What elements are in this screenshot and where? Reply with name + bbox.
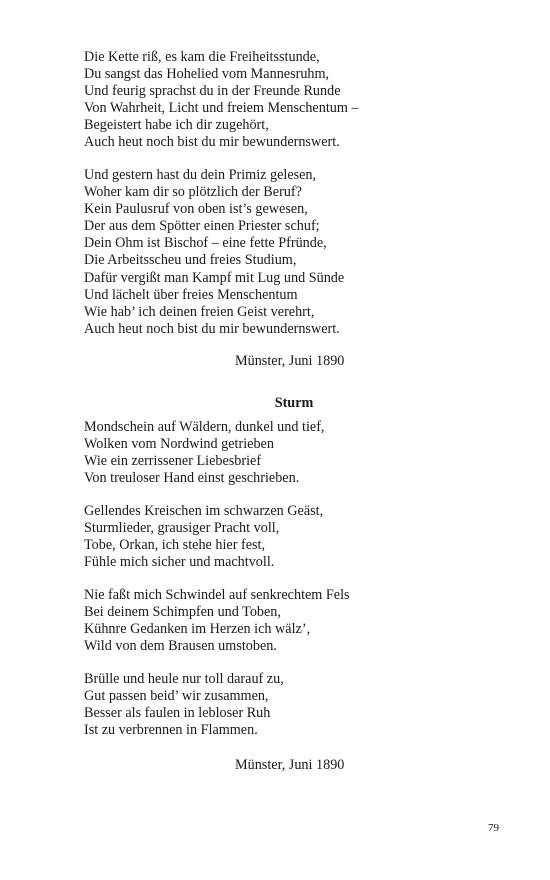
verse-line: Von Wahrheit, Licht und freiem Menschentum – [84,100,359,117]
verse-line: Und feurig sprachst du in der Freunde Runde [84,83,341,100]
verse-line: Auch heut noch bist du mir bewundernswert. [84,134,340,151]
verse-line: Dafür vergißt man Kampf mit Lug und Sünde [84,269,345,286]
verse-line: Die Kette riß, es kam die Freiheitsstunde, [84,49,320,65]
poem2-stanza-4 [84,671,284,739]
verse-line: Wild von dem Brausen umstoben. [84,638,277,655]
poem2-signature: Münster, Juni 1890 [235,757,345,773]
verse-line: Brülle und heule nur toll darauf zu, [84,671,284,687]
poem2-stanza-1 [84,419,324,487]
verse-line: Und lächelt über freies Menschentum [84,286,298,303]
verse-line: Dein Ohm ist Bischof – eine fette Pfründe, [84,235,327,252]
verse-line: Kein Paulusruf von oben ist’s gewesen, [84,201,308,218]
poem-title: Sturm [274,395,314,411]
verse-line: Woher kam dir so plötzlich der Beruf? [84,184,302,201]
verse-line: Der aus dem Spötter einen Priester schuf; [84,218,320,235]
poem2-stanza-2 [84,503,323,571]
verse-line: Und gestern hast du dein Primiz gelesen, [84,167,317,183]
verse-line: Fühle mich sicher und machtvoll. [84,554,275,571]
poem2-stanza-3 [84,587,350,655]
verse-line: Du sangst das Hohelied vom Mannesruhm, [84,66,330,83]
verse-line: Gut passen beid’ wir zusammen, [84,688,269,705]
verse-line: Bei deinem Schimpfen und Toben, [84,604,281,621]
verse-line: Sturmlieder, grausiger Pracht voll, [84,520,280,537]
verse-line: Wie hab’ ich deinen freien Geist verehrt, [84,303,315,320]
verse-line: Wolken vom Nordwind getrieben [84,436,274,453]
verse-line: Nie faßt mich Schwindel auf senkrechtem Fels [84,587,350,603]
verse-line: Die Arbeitsscheu und freies Studium, [84,252,297,269]
verse-line: Besser als faulen in lebloser Ruh [84,705,271,722]
verse-line: Von treuloser Hand einst geschrieben. [84,470,300,487]
poem1-stanza-1 [84,49,359,152]
verse-line: Ist zu verbrennen in Flammen. [84,722,258,739]
verse-line: Tobe, Orkan, ich stehe hier fest, [84,537,266,554]
poem1-signature: Münster, Juni 1890 [235,353,345,369]
verse-line: Wie ein zerrissener Liebesbrief [84,453,262,470]
verse-line: Mondschein auf Wäldern, dunkel und tief, [84,419,325,435]
verse-line: Kühnre Gedanken im Herzen ich wälz’, [84,621,311,638]
verse-line: Gellendes Kreischen im schwarzen Geäst, [84,503,324,519]
page-number: 79 [488,822,499,834]
verse-line: Auch heut noch bist du mir bewundernswert. [84,320,340,337]
poem1-stanza-2 [84,167,344,338]
verse-line: Begeistert habe ich dir zugehört, [84,117,269,134]
